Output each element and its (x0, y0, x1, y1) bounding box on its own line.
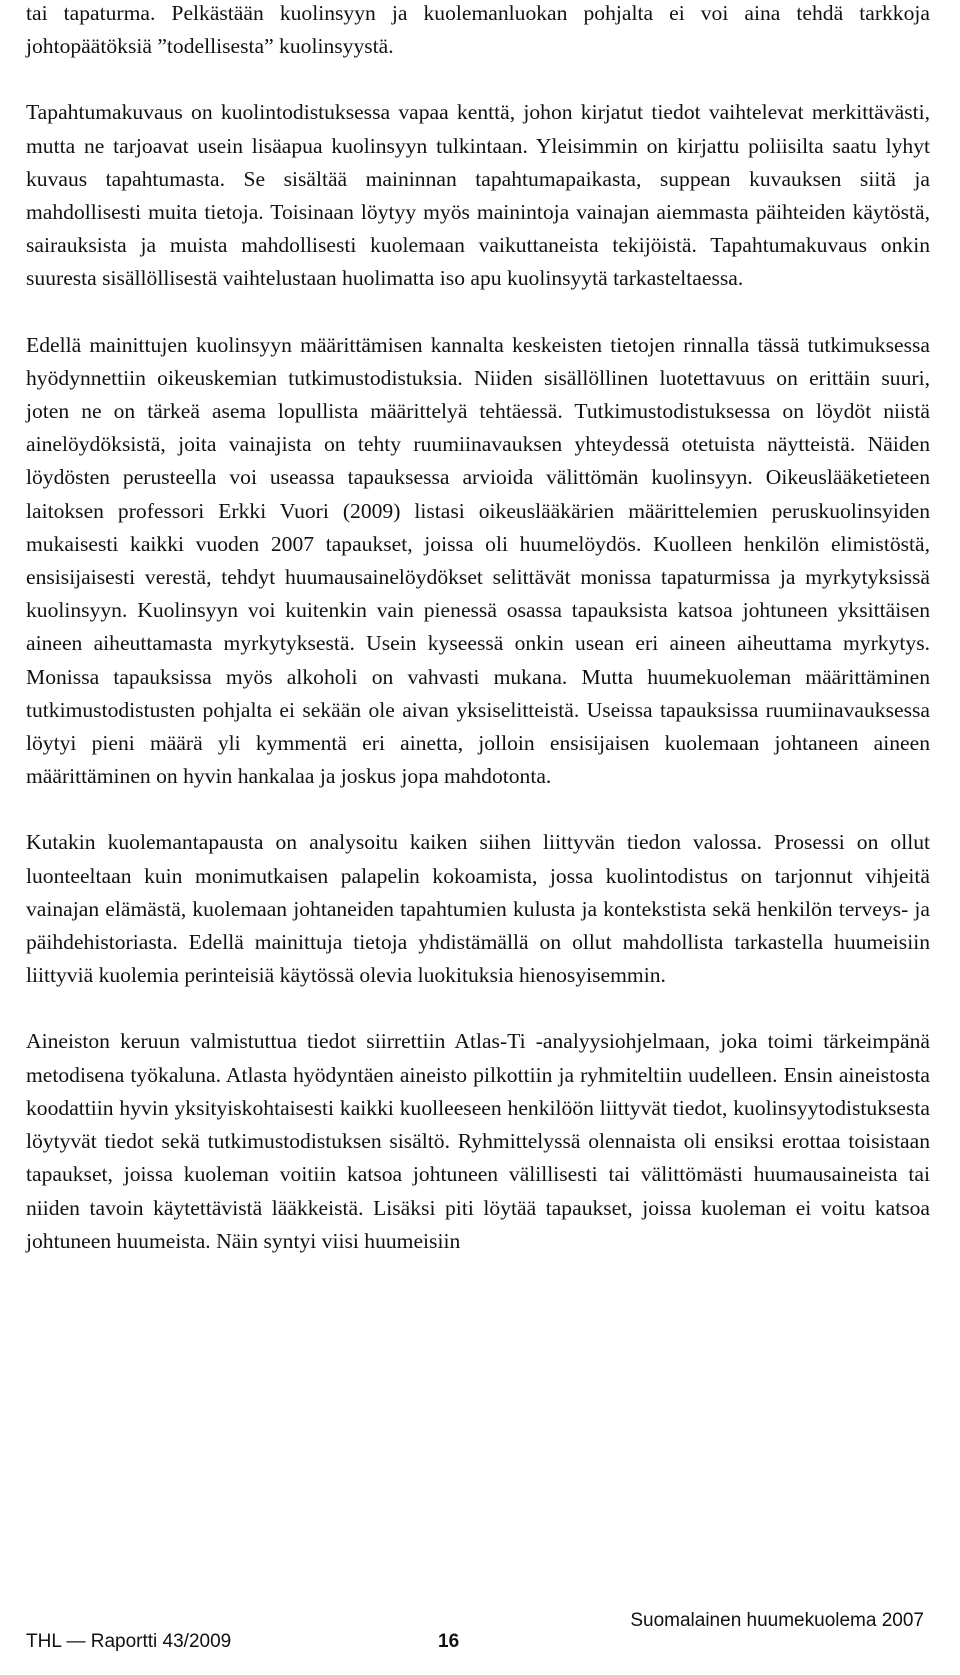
paragraph: Aineiston keruun valmistuttua tiedot siirrettiin Atlas-Ti -analyysiohjelmaan, joka toimi tärkeimpänä metodisena työkaluna. Atlasta hyödyntäen aineisto pilkottiin ja ryhmiteltiin uudelleen. Ensin aineistosta koodattiin hyvin yksityiskohtaisesti kaikki kuolleeseen henkilöön liittyvät tiedot, kuolinsyytodistuksesta löytyvät tiedot sekä tutkimustodistuksen sisältö. Ryhmittelyssä olennaista oli ensiksi erottaa toisistaan tapaukset, joissa kuoleman voitiin katsoa johtuneen välillisesti tai välittömästi huumausaineista tai niiden tavoin käytettävistä lääkkeistä. Lisäksi piti löytää tapaukset, joissa kuoleman ei voitu katsoa johtuneen huumeista. Näin syntyi viisi huumeisiin (26, 1029, 930, 1253)
paragraph: tai tapaturma. Pelkästään kuolinsyyn ja kuolemanluokan pohjalta ei voi aina tehdä tarkkoja johtopäätöksiä ”todellisesta” kuolinsyystä. (26, 1, 930, 59)
footer-report-title: Suomalainen huumekuolema 2007 (630, 1610, 924, 1631)
page-number: 16 (438, 1631, 460, 1652)
paragraph: Tapahtumakuvaus on kuolintodistuksessa vapaa kenttä, johon kirjatut tiedot vaihtelevat merkittävästi, mutta ne tarjoavat usein lisäapua kuolinsyyn tulkintaan. Yleisimmin on kirjattu poliisilta saatu lyhyt kuvaus tapahtumasta. Se sisältää maininnan tapahtumapaikasta, suppean kuvauksen siitä ja mahdollisesti muita tietoja. Toisinaan löytyy myös mainintoja vainajan aiemmasta päihteiden käytöstä, sairauksista ja muista mahdollisesti kuolemaan vaikuttaneista tekijöistä. Tapahtumakuvaus onkin suuresta sisällöllisestä vaihtelustaan huolimatta iso apu kuolinsyytä tarkasteltaessa. (26, 100, 930, 291)
paragraph: Edellä mainittujen kuolinsyyn määrittämisen kannalta keskeisten tietojen rinnalla tässä tutkimuksessa hyödynnettiin oikeuskemian tutkimustodistuksia. Niiden sisällöllinen luotettavuus on erittäin suuri, joten ne on tärkeä asema lopullista määrittelyä tehtäessä. Tutkimustodistuksessa on löydöt niistä ainelöydöksistä, joita vainajista on tehty ruumiinavauksen yhteydessä otetuista näytteistä. Näiden löydösten perusteella voi useassa tapauksessa arvioida välittömän kuolinsyyn. Oikeuslääketieteen laitoksen professori Erkki Vuori (2009) listasi oikeuslääkärien määrittelemien peruskuolinsyiden mukaisesti kaikki vuoden 2007 tapaukset, joissa oli huumelöydös. Kuolleen henkilön elimistöstä, ensisijaisesti verestä, tehdyt huumausainelöydökset selittävät monissa tapaturmissa ja myrkytyksissä kuolinsyyn. Kuolinsyyn voi kuitenkin vain pienessä osassa tapauksista katsoa johtuneen yksittäisen aineen aiheuttamasta myrkytyksestä. Usein kyseessä onkin usean eri aineen aiheuttama myrkytys. Monissa tapauksissa myös alkoholi on vahvasti mukana. Mutta huumekuoleman määrittäminen tutkimustodistusten pohjalta ei sekään ole aivan yksiselitteistä. Useissa tapauksissa ruumiinavauksessa löytyi pieni määrä yli kymmentä eri ainetta, jolloin ensisijaisen kuolemaan johtaneen aineen määrittäminen on hyvin hankalaa ja joskus jopa mahdotonta. (26, 332, 930, 789)
page-footer (26, 1610, 930, 1660)
paragraph: Kutakin kuolemantapausta on analysoitu kaiken siihen liittyvän tiedon valossa. Prosessi on ollut luonteeltaan kuin monimutkaisen palapelin kokoamista, jossa kuolintodistus on tarjonnut vihjeitä vainajan elämästä, kuolemaan johtaneiden tapahtumien kulusta ja kontekstista sekä henkilön terveys- ja päihdehistoriasta. Edellä mainittuja tietoja yhdistämällä on ollut mahdollista tarkastella huumeisiin liittyviä kuolemia perinteisiä käytössä olevia luokituksia hienosyisemmin. (26, 830, 930, 988)
document-body (26, 0, 930, 1258)
footer-report-id: THL — Raportti 43/2009 (26, 1631, 232, 1652)
